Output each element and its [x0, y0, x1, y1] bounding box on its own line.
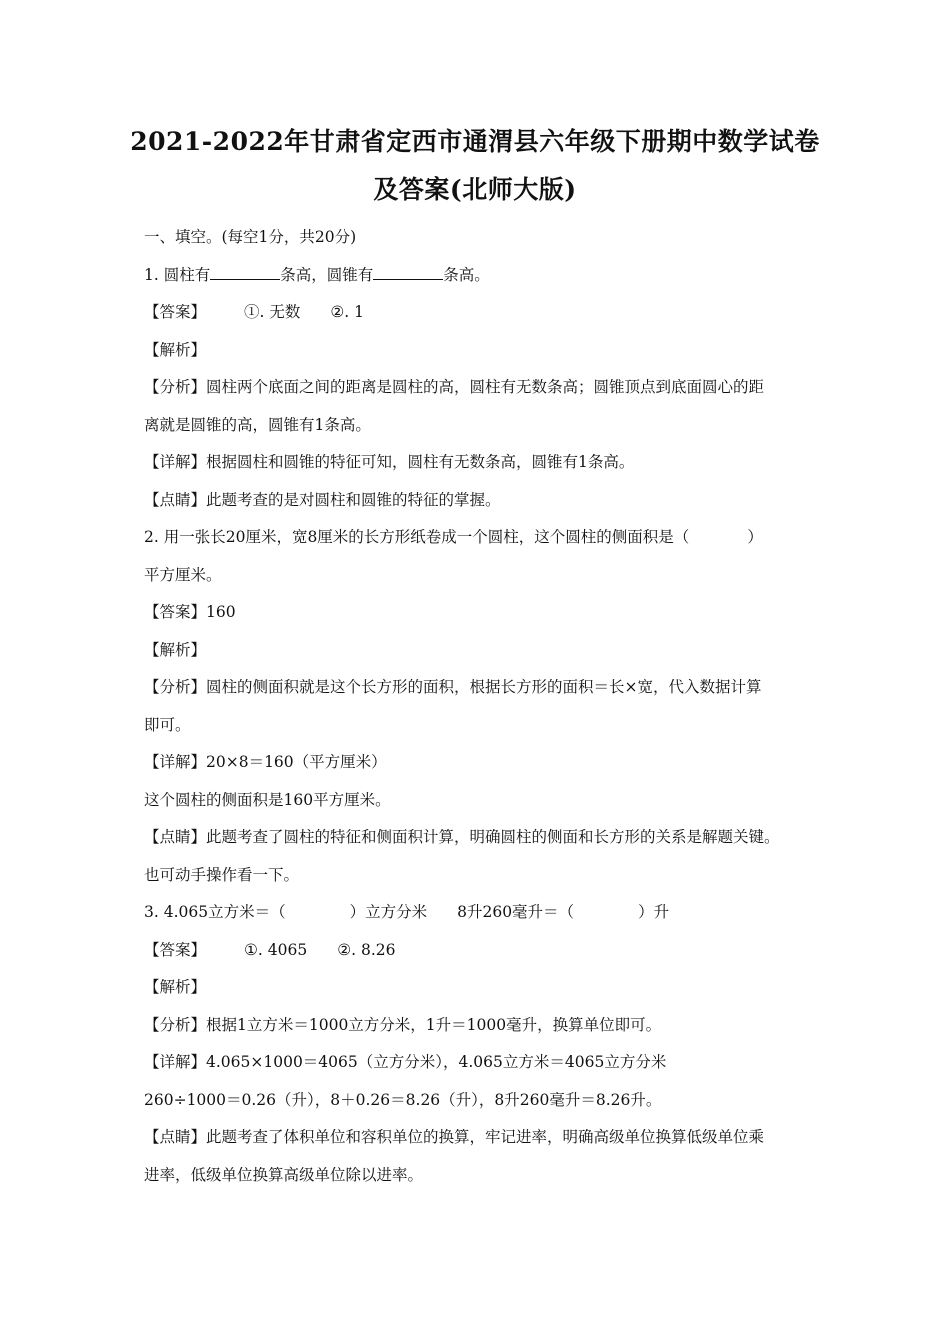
comment-text: 【点睛】此题考查了体积单位和容积单位的换算，牢记进率，明确高级单位换算低级单位乘 [144, 1128, 765, 1146]
question-2 [144, 519, 824, 557]
question-1-text-c: 条高。 [443, 265, 490, 284]
question-1-blank-1 [210, 261, 280, 280]
detail-text: 【详解】20×8＝160（平方厘米） [144, 753, 387, 771]
answer-value-1: ①. 无数 [244, 303, 301, 321]
question-1-text-a: 1. 圆柱有 [144, 265, 211, 284]
answer-value-2: ②. 8.26 [337, 940, 396, 959]
analysis-label: 【解析】 [144, 978, 207, 996]
question-2-text-a: 2. 用一张长20厘米，宽8厘米的长方形纸卷成一个圆柱，这个圆柱的侧面积是（ [144, 528, 690, 546]
comment-text: 也可动手操作看一下。 [144, 865, 300, 884]
question-3-text-b: ）立方分米 [349, 903, 428, 921]
detail-text: 【详解】4.065×1000＝4065（立方分米），4.065立方米＝4065立方分米 [144, 1053, 667, 1071]
analysis-text: 【分析】根据1立方米＝1000立方分米，1升＝1000毫升，换算单位即可。 [144, 1015, 662, 1034]
document-title-line-2: 及答案(北师大版) [373, 175, 577, 204]
answer-label: 【答案】 [144, 303, 207, 321]
document-title-line-1: 2021-2022年甘肃省定西市通渭县六年级下册期中数学试卷 [130, 127, 820, 156]
question-1-answer [144, 294, 824, 332]
question-3 [144, 894, 824, 932]
section-heading: 一、填空。(每空1分，共20分) [144, 228, 357, 246]
analysis-text: 【分析】圆柱两个底面之间的距离是圆柱的高，圆柱有无数条高；圆锥顶点到底面圆心的距 [144, 378, 765, 396]
detail-text: 260÷1000＝0.26（升），8＋0.26＝8.26（升），8升260毫升＝8.26升。 [144, 1090, 662, 1109]
answer-label: 【答案】 [144, 940, 207, 959]
detail-text: 【详解】根据圆柱和圆锥的特征可知，圆柱有无数条高，圆锥有1条高。 [144, 453, 635, 471]
analysis-label: 【解析】 [144, 340, 207, 359]
analysis-text: 【分析】圆柱的侧面积就是这个长方形的面积，根据长方形的面积＝长×宽，代入数据计算 [144, 678, 762, 696]
document-body [144, 219, 824, 1194]
question-1 [144, 257, 824, 295]
question-3-answer [144, 932, 824, 970]
comment-text: 进率，低级单位换算高级单位除以进率。 [144, 1165, 424, 1184]
question-2-answer: 【答案】160 [144, 603, 236, 621]
answer-value-1: ①. 4065 [244, 940, 308, 959]
detail-text: 这个圆柱的侧面积是160平方厘米。 [144, 790, 391, 809]
question-2-text-b: ） [747, 528, 763, 546]
comment-text: 【点睛】此题考查的是对圆柱和圆锥的特征的掌握。 [144, 490, 501, 509]
comment-text: 【点睛】此题考查了圆柱的特征和侧面积计算，明确圆柱的侧面和长方形的关系是解题关键。 [144, 828, 780, 846]
question-3-text-a: 3. 4.065立方米＝（ [144, 903, 286, 921]
question-3-text-d: ）升 [638, 903, 670, 921]
question-1-blank-2 [373, 261, 443, 280]
question-1-text-b: 条高，圆锥有 [280, 265, 374, 284]
analysis-label: 【解析】 [144, 640, 207, 659]
answer-value-2: ②. 1 [330, 303, 364, 321]
analysis-text: 离就是圆锥的高，圆锥有1条高。 [144, 415, 371, 434]
analysis-text: 即可。 [144, 715, 191, 734]
question-2-continued: 平方厘米。 [144, 565, 222, 584]
question-3-text-c: 8升260毫升＝（ [457, 903, 575, 921]
